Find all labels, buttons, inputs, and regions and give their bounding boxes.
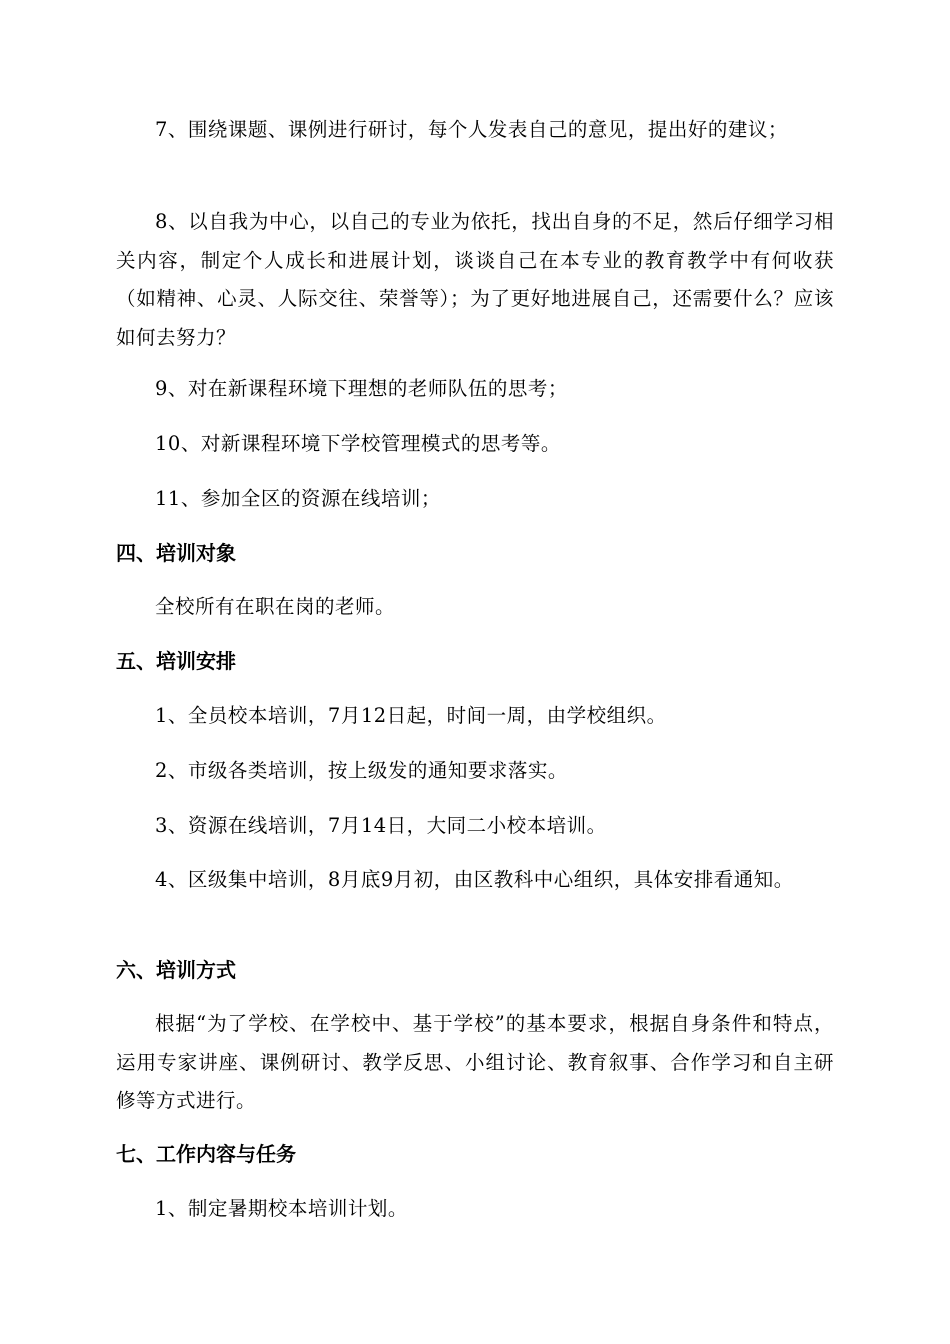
paragraph-item-7: 7、围绕课题、课例进行研讨，每个人发表自己的意见，提出好的建议； bbox=[155, 118, 788, 141]
section-heading-work-tasks: 七、工作内容与任务 bbox=[116, 1142, 296, 1166]
section-heading-training-schedule: 五、培训安排 bbox=[116, 649, 236, 673]
schedule-item-1: 1、全员校本培训，7月12日起，时间一周，由学校组织。 bbox=[155, 704, 667, 727]
section-heading-training-targets: 四、培训对象 bbox=[116, 541, 236, 565]
training-methods-text: 根据“为了学校、在学校中、基于学校”的基本要求，根据自身条件和特点，运用专家讲座、课例研讨、教学反思、小组讨论、教育叙事、合作学习和自主研修等方式进行。 bbox=[116, 1012, 834, 1112]
paragraph-item-9: 9、对在新课程环境下理想的老师队伍的思考； bbox=[155, 377, 568, 400]
schedule-item-3: 3、资源在线培训，7月14日，大同二小校本培训。 bbox=[155, 814, 607, 837]
training-targets-text: 全校所有在职在岗的老师。 bbox=[155, 595, 396, 618]
paragraph-item-10: 10、对新课程环境下学校管理模式的思考等。 bbox=[155, 432, 561, 455]
schedule-item-4: 4、区级集中培训，8月底9月初，由区教科中心组织，具体安排看通知。 bbox=[155, 868, 794, 891]
schedule-item-2: 2、市级各类培训，按上级发的通知要求落实。 bbox=[155, 759, 568, 782]
paragraph-item-11: 11、参加全区的资源在线培训； bbox=[155, 487, 441, 510]
section-heading-training-methods: 六、培训方式 bbox=[116, 958, 236, 982]
paragraph-item-8: 8、以自我为中心，以自己的专业为依托，找出自身的不足，然后仔细学习相关内容，制定个人成长和进展计划，谈谈自己在本专业的教育教学中有何收获（如精神、心灵、人际交往、荣誉等）；为了更好地进展自己，还需要什么？应该如何去努力？ bbox=[116, 210, 834, 349]
task-item-1: 1、制定暑期校本培训计划。 bbox=[155, 1197, 408, 1220]
